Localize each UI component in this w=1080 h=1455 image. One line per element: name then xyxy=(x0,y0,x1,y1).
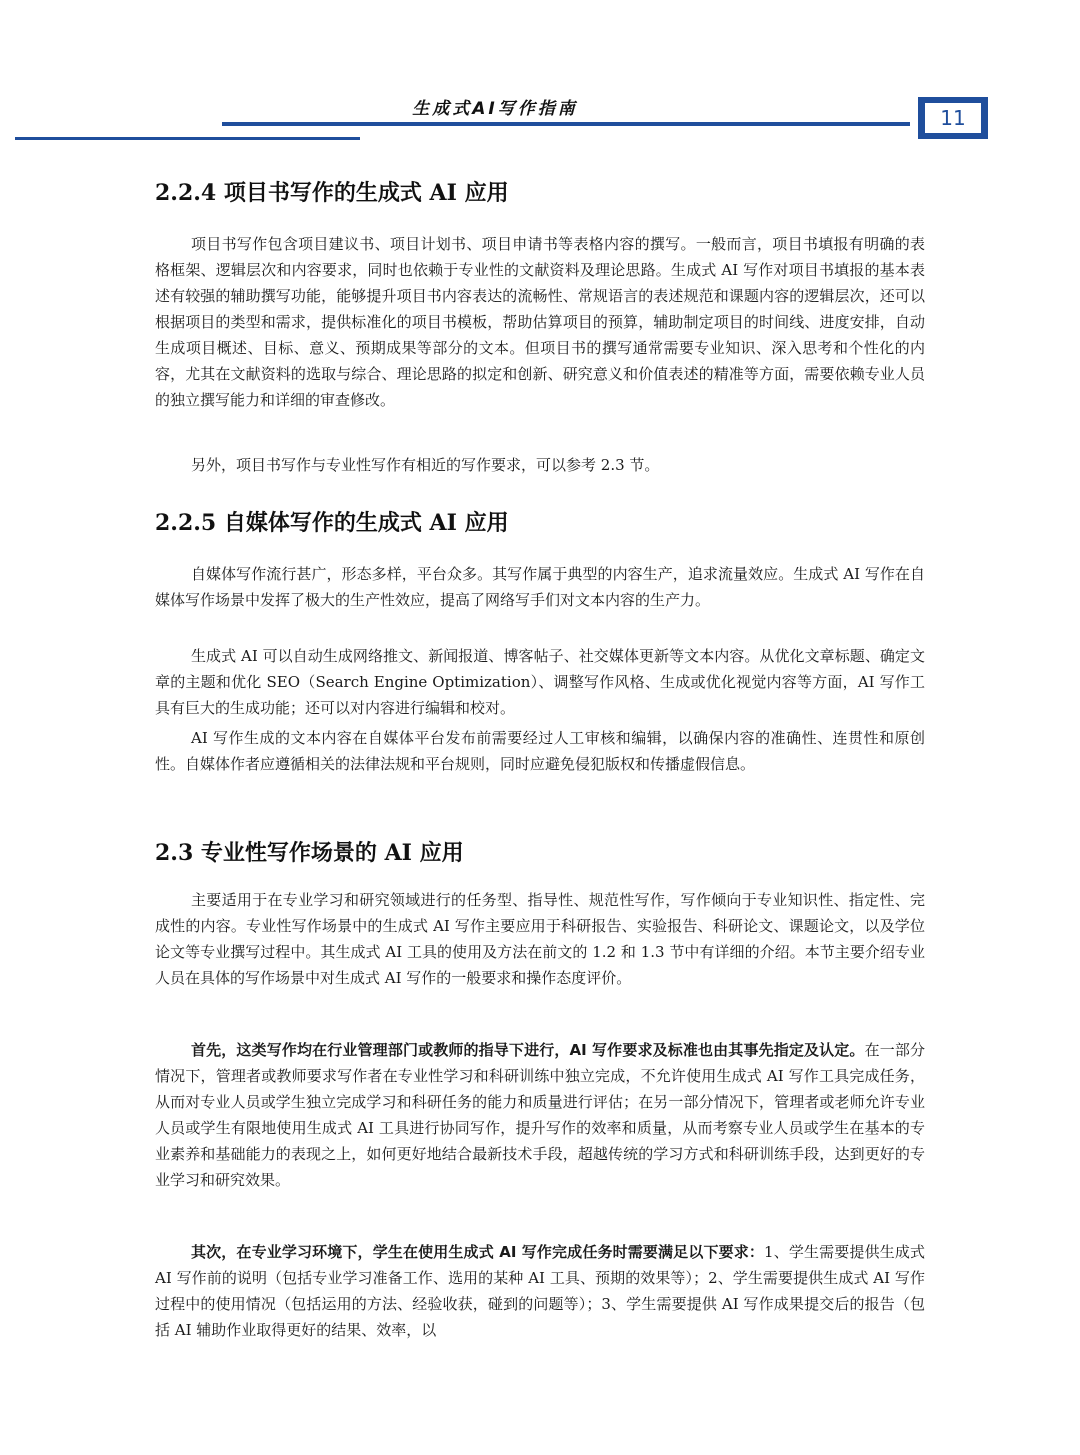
paragraph: 主要适用于在专业学习和研究领域进行的任务型、指导性、规范性写作，写作倾向于专业知识性、指定性、完成性的内容。专业性写作场景中的生成式 AI 写作主要应用于科研报告、实验报告、科研论文、课题论文，以及学位论文等专业撰写过程中。其生成式 AI 工具的使用及方法在前文的 1.2 和 1.3 节中有详细的介绍。本节主要介绍专业人员在具体的写作场景中对生成式 AI 写作的一般要求和操作态度评价。 xyxy=(155,891,925,987)
paragraph: 项目书写作包含项目建议书、项目计划书、项目申请书等表格内容的撰写。一般而言，项目书填报有明确的表格框架、逻辑层次和内容要求，同时也依赖于专业性的文献资料及理论思路。生成式 AI 写作对项目书填报的基本表述有较强的辅助撰写功能，能够提升项目书内容表达的流畅性、常规语言的表述规范和课题内容的逻辑层次，还可以根据项目的类型和需求，提供标准化的项目书模板，帮助估算项目的预算，辅助制定项目的时间线、进度安排，自动生成项目概述、目标、意义、预期成果等部分的文本。但项目书的撰写通常需要专业知识、深入思考和个性化的内容，尤其在文献资料的选取与综合、理论思路的拟定和创新、研究意义和价值表述的精准等方面，需要依赖专业人员的独立撰写能力和详细的审查修改。 xyxy=(155,235,925,409)
page-number-box xyxy=(918,97,988,139)
emphasis-text: 其次，在专业学习环境下，学生在使用生成式 AI 写作完成任务时需要满足以下要求： xyxy=(191,1243,765,1261)
header-title: 生成式AI写作指南 xyxy=(412,99,578,119)
paragraph: 另外，项目书写作与专业性写作有相近的写作要求，可以参考 2.3 节。 xyxy=(191,456,660,474)
paragraph-text: 在一部分情况下，管理者或教师要求写作者在专业性学习和科研训练中独立完成，不允许使用生成式 AI 写作工具完成任务，从而对专业人员或学生独立完成学习和科研任务的能力和质量进行评估；在另一部分情况下，管理者或老师允许专业人员或学生有限地使用生成式 AI 工具进行协同写作，提升写作的效率和质量，从而考察专业人员或学生在基本的专业素养和基础能力的表现之上，如何更好地结合最新技术手段，超越传统的学习方式和科研训练手段，达到更好的专业学习和研究效果。 xyxy=(155,1041,925,1189)
paragraph-text: 1、学生需要提供生成式 AI 写作前的说明（包括专业学习准备工作、选用的某种 AI 工具、预期的效果等）；2、学生需要提供生成式 AI 写作过程中的使用情况（包括运用的方法、经验收获，碰到的问题等）；3、学生需要提供 AI 写作成果提交后的报告（包括 AI 辅助作业取得更好的结果、效率，以 xyxy=(155,1243,925,1339)
heading-2-3: 2.3 专业性写作场景的 AI 应用 xyxy=(155,840,464,866)
paragraph: AI 写作生成的文本内容在自媒体平台发布前需要经过人工审核和编辑，以确保内容的准确性、连贯性和原创性。自媒体作者应遵循相关的法律法规和平台规则，同时应避免侵犯版权和传播虚假信息。 xyxy=(155,729,925,773)
paragraph: 生成式 AI 可以自动生成网络推文、新闻报道、博客帖子、社交媒体更新等文本内容。从优化文章标题、确定文章的主题和优化 SEO（Search Engine Optimization）、调整写作风格、生成或优化视觉内容等方面，AI 写作工具有巨大的生成功能；还可以对内容进行编辑和校对。 xyxy=(155,647,925,717)
paragraph: 自媒体写作流行甚广，形态多样，平台众多。其写作属于典型的内容生产，追求流量效应。生成式 AI 写作在自媒体写作场景中发挥了极大的生产性效应，提高了网络写手们对文本内容的生产力。 xyxy=(155,565,925,609)
header-rule-top xyxy=(222,122,910,126)
paragraph xyxy=(155,1239,925,1343)
header-rule-left xyxy=(15,137,360,140)
heading-2-2-4: 2.2.4 项目书写作的生成式 AI 应用 xyxy=(155,180,509,206)
paragraph xyxy=(155,1037,925,1193)
heading-2-2-5: 2.2.5 自媒体写作的生成式 AI 应用 xyxy=(155,510,509,536)
page-number: 11 xyxy=(924,102,982,134)
emphasis-text: 首先，这类写作均在行业管理部门或教师的指导下进行，AI 写作要求及标准也由其事先指定及认定。 xyxy=(191,1041,865,1059)
